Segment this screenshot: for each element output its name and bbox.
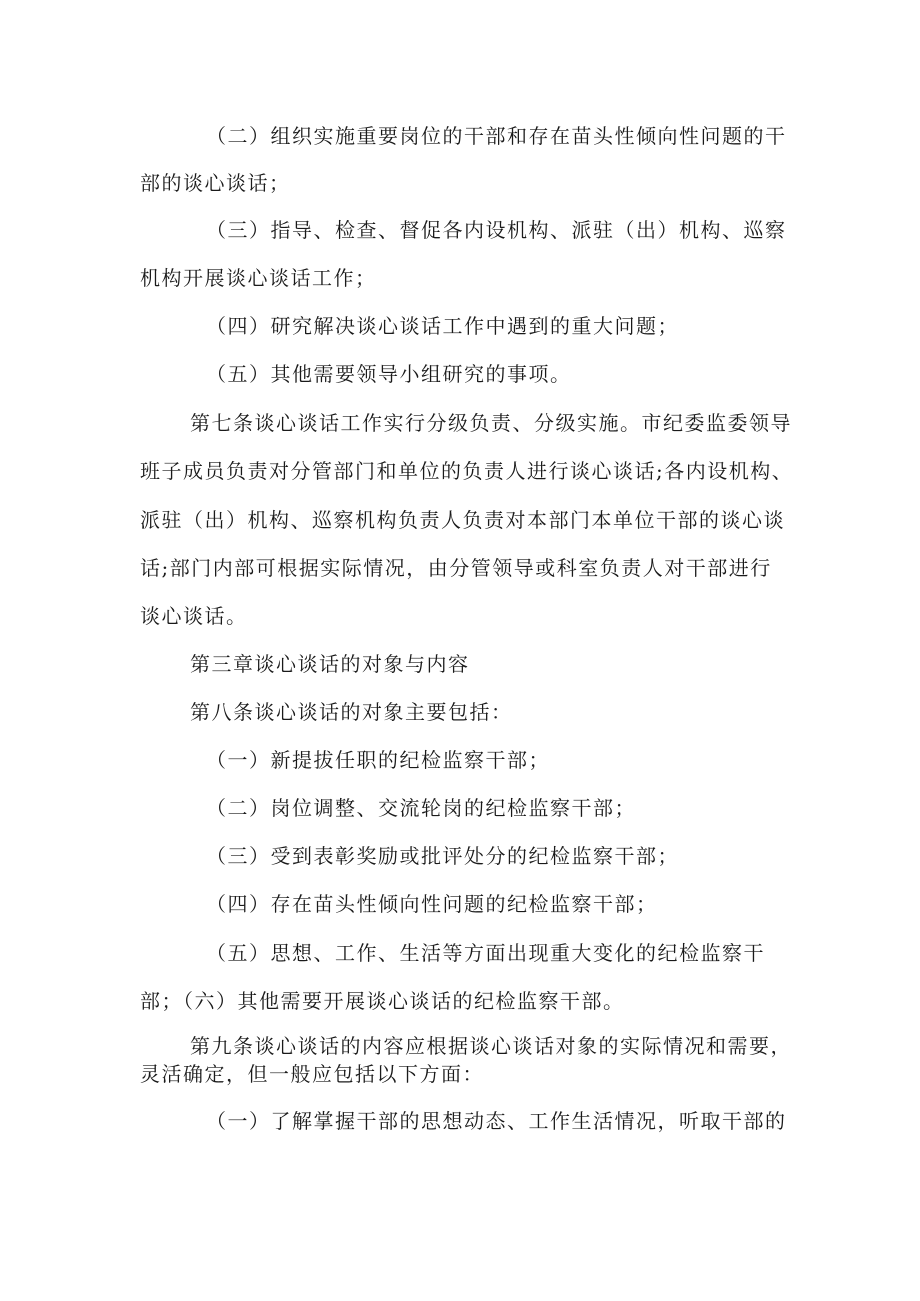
text-line: （二）岗位调整、交流轮岗的纪检监察干部； (206, 796, 636, 820)
text-line: （五）其他需要领导小组研究的事项。 (206, 362, 572, 386)
text-line: （三）受到表彰奖励或批评处分的纪检监察干部； (206, 844, 679, 868)
chapter-heading: 第三章谈心谈话的对象与内容 (190, 652, 470, 676)
text-line: 机构开展谈心谈话工作； (140, 266, 377, 290)
text-line: （二）组织实施重要岗位的干部和存在苗头性倾向性问题的干 (206, 124, 787, 148)
text-line: （三）指导、检查、督促各内设机构、派驻（出）机构、巡察 (206, 218, 787, 242)
text-line: 班子成员负责对分管部门和单位的负责人进行谈心谈话;各内设机构、 (140, 459, 794, 483)
text-line: 话;部门内部可根据实际情况，由分管领导或科室负责人对干部进行 (140, 556, 772, 580)
text-line: 谈心谈话。 (140, 604, 248, 628)
text-line: （一）新提拔任职的纪检监察干部； (206, 748, 550, 772)
text-line: （一）了解掌握干部的思想动态、工作生活情况，听取干部的 (206, 1109, 787, 1133)
text-line: （四）研究解决谈心谈话工作中遇到的重大问题； (206, 314, 679, 338)
text-line: （五）思想、工作、生活等方面出现重大变化的纪检监察干 (206, 941, 765, 965)
text-line: 部的谈心谈话； (140, 171, 291, 195)
text-line: 第八条谈心谈话的对象主要包括： (190, 700, 513, 724)
text-line: （四）存在苗头性倾向性问题的纪检监察干部； (206, 892, 658, 916)
text-line: 第七条谈心谈话工作实行分级负责、分级实施。市纪委监委领导 (190, 411, 792, 435)
text-line: 部；（六）其他需要开展谈心谈话的纪检监察干部。 (140, 989, 625, 1013)
text-line: 派驻（出）机构、巡察机构负责人负责对本部门本单位干部的谈心谈 (140, 508, 785, 532)
text-line: 灵活确定，但一般应包括以下方面： (140, 1062, 484, 1086)
text-line: 第九条谈心谈话的内容应根据谈心谈话对象的实际情况和需要， (190, 1034, 792, 1058)
